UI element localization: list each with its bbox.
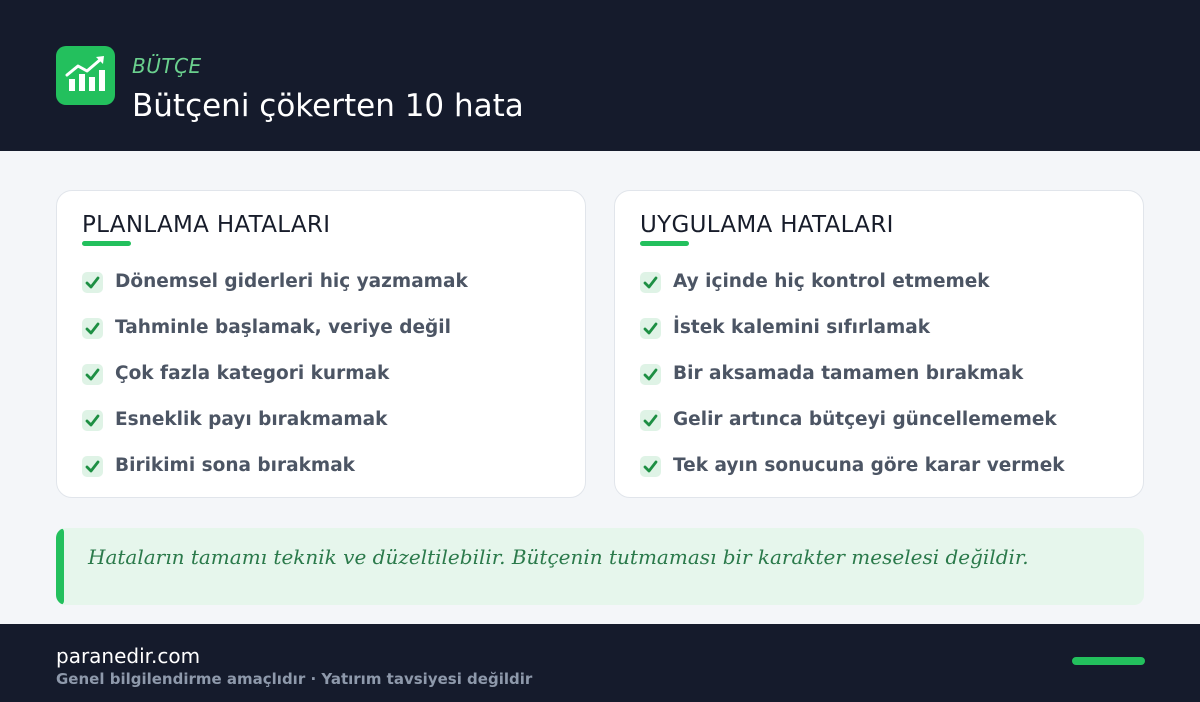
item-text: Birikimi sona bırakmak	[115, 455, 355, 476]
item-text: İstek kalemini sıfırlamak	[673, 317, 931, 338]
planning-mistakes-card	[56, 190, 586, 498]
title-underline	[82, 241, 131, 246]
item-text: Çok fazla kategori kurmak	[115, 363, 390, 384]
item-text: Dönemsel giderleri hiç yazmamak	[115, 271, 468, 292]
disclaimer: Genel bilgilendirme amaçlıdır · Yatırım tavsiyesi değildir	[56, 670, 533, 688]
check-icon	[82, 272, 103, 293]
check-icon	[82, 410, 103, 431]
check-icon	[640, 318, 661, 339]
note-accent-bar	[56, 528, 64, 605]
note-callout	[56, 528, 1144, 605]
footer	[0, 624, 1200, 702]
page-title: Bütçeni çökerten 10 hata	[132, 88, 524, 124]
footer-accent-bar	[1072, 657, 1145, 665]
check-icon	[82, 364, 103, 385]
site-link[interactable]: paranedir.com	[56, 644, 201, 668]
check-icon	[640, 456, 661, 477]
check-icon	[640, 410, 661, 431]
item-text: Esneklik payı bırakmamak	[115, 409, 388, 430]
item-text: Bir aksamada tamamen bırakmak	[673, 363, 1024, 384]
check-icon	[82, 456, 103, 477]
title-underline	[640, 241, 689, 246]
check-icon	[82, 318, 103, 339]
header	[0, 0, 1200, 151]
item-text: Gelir artınca bütçeyi güncellememek	[673, 409, 1057, 430]
execution-mistakes-card	[614, 190, 1144, 498]
growth-chart-icon	[56, 46, 115, 105]
category-label: BÜTÇE	[132, 54, 202, 78]
item-text: Tahminle başlamak, veriye değil	[115, 317, 451, 338]
note-text: Hataların tamamı teknik ve düzeltilebilir. Bütçenin tutmaması bir karakter meselesi değildir.	[88, 545, 1029, 569]
check-icon	[640, 272, 661, 293]
item-text: Ay içinde hiç kontrol etmemek	[673, 271, 990, 292]
card-title: UYGULAMA HATALARI	[640, 212, 894, 238]
item-text: Tek ayın sonucuna göre karar vermek	[673, 455, 1065, 476]
check-icon	[640, 364, 661, 385]
card-title: PLANLAMA HATALARI	[82, 212, 331, 238]
